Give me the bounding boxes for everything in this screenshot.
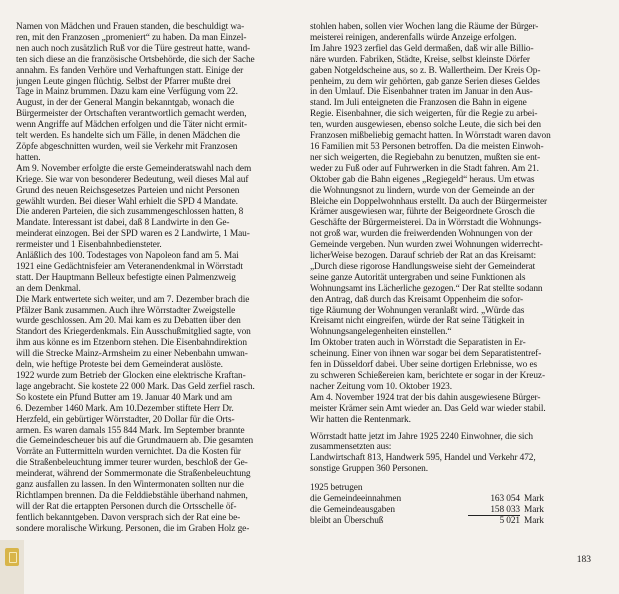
budget-row [310,494,600,505]
text-line: ten sich diese an die französische Ortsbehörde, die sich der Sache [16,54,255,65]
text-line: Wohnungsangelegenheiten einstellen.“ [310,327,452,338]
text-line: ner sich weigerten, die Regiebahn zu benutzen, mußten sie ent- [310,152,541,163]
text-line: meister Krämer sein Amt wieder an. Das Geld war wieder stabil. [310,403,546,414]
library-logo-icon [5,548,19,566]
text-line: wurde geschlossen. Am 20. Mai kam es zu Debatten über den [16,316,241,327]
text-line: an dem Denkmal. [16,283,81,294]
text-line: Wörrstadt hatte jetzt im Jahre 1925 2240 Einwohner, die sich [310,431,534,442]
right-column-paragraphs [310,22,600,426]
text-line: den Antrag, daß durch das Kreisamt Oppenheim die sofor- [310,294,524,305]
text-line: Herzfeld, ein gebürtiger Wörrstadter, 20 Dollar für die Orts- [16,414,235,425]
text-line: seine ganze Autorität untergraben und seine Funktionen als [310,272,526,283]
text-line: Kreisamt nicht eingreifen, würde der Rat seine Tätigkeit in [310,316,525,327]
text-line: Die Mark entwertete sich weiter, und am 7. Dezember brach die [16,294,250,305]
text-line: lage angebracht. Sie kostete 22 000 Mark. Das Geld zerfiel rasch. [16,381,255,392]
page-number: 183 [576,555,591,565]
text-line: ren, mit den Franzosen „promeniert“ zu haben. Da man Einzel- [16,32,247,43]
text-line: Im Oktober traten auch in Wörrstadt die Separatisten in Er- [310,338,526,349]
budget-unit: Mark [524,494,544,505]
text-line: tige Räumung der Wohnungen veranlaßt wird. „Würde das [310,305,525,316]
text-line: licherWeise bezogen. Darauf schrieb der Rat an das Kreisamt: [310,251,536,262]
text-line: Gemeinde vergeben. Nun wurden zwei Wohnungen widerrecht- [310,240,543,251]
text-line: meinderat einzogen. Bei der SPD waren es 2 Landwirte, 1 Mau- [16,229,250,240]
text-line: stand. Im Juli enteigneten die Franzosen die Bahn in eigene [310,98,527,109]
text-line: wenn Angriffe auf Mädchen erfolgen und die Täter nicht ermit- [16,120,247,131]
text-line: die Wohnungsnot zu lindern, wurde von der Gemeinde an der [310,185,535,196]
text-line: Franzosen mißbeliebig gemacht hatten. In Wörrstadt waren davon [310,131,551,142]
text-line: Krämer ausgewiesen war, führte der Beigeordnete Grosch die [310,207,535,218]
text-line: ten, wurden ausgewiesen, ebenso solche Leute, die sich bei den [310,120,541,131]
text-line: näre wurden. Fabriken, Städte, Kreise, selbst kleinste Dörfer [310,54,530,65]
text-line: jungen Leute gingen flüchtig. Selbst der Pfarrer mußte drei [16,76,231,87]
text-line: Die anderen Parteien, die sich zusammengeschlossen hatten, 8 [16,207,244,218]
budget-value: 158 033 [468,505,520,516]
text-line: Oktober gab die Bahn eigenes „Regiegeld“ heraus. Um etwas [310,174,535,185]
text-line: Vorräte an Futtermitteln wurden vernichtet. Da die Kosten für [16,447,241,458]
text-line: Bürgermeister der Ortschaften verantwortlich gemacht werden, [16,109,247,120]
budget-label: bleibt an Überschuß [310,516,384,527]
text-line: nacher Zeitung vom 10. Oktober 1923. [310,381,452,392]
budget-row [310,505,600,516]
text-line: zusammensetzten aus: [310,442,392,453]
text-line: ganz ausfallen zu lassen. In den Wintermonaten sollten nur die [16,480,244,491]
text-line: Pfälzer Bank zusammen. Auch ihre Wörrstadter Zweigstelle [16,305,236,316]
text-line: Im Jahre 1923 zerfiel das Geld dermaßen, daß wir alle Billio- [310,43,534,54]
text-line: Standort des Kriegerdenkmals. Ein Ausschußmitglied sagte, von [16,327,251,338]
text-line: Grund des neuen Reichsgesetzes Parteien und nicht Personen [16,185,240,196]
text-line: gaben Notgeldscheine aus, so z. B. Wallertheim. Der Kreis Op- [310,65,541,76]
text-line: Tage in Mainz brummen. Dazu kam eine Verfügung vom 22. [16,87,238,98]
text-line: „Durch diese rigorose Handlungsweise sieht der Gemeinderat [310,261,536,272]
text-line: will der Rat die ertappten Personen durch die Ortsschelle öf- [16,501,237,512]
text-line: meisterei reinigen, anderenfalls würde Anzeige erfolgen. [310,32,517,43]
text-line: rermeister und 1 Eisenbahnbediensteter. [16,240,162,251]
budget-value: 5 021 [499,516,520,527]
text-line: deln, wie heftige Proteste bei dem Gemeinderat auslöste. [16,360,223,371]
text-line: Am 9. November erfolgte die erste Gemeinderatswahl nach dem [16,163,252,174]
text-line: hatten. [16,152,41,163]
budget-unit: Mark [524,516,544,527]
text-line: die Straßenbeleuchtung immer teurer wurden, beschloß der Ge- [16,458,248,469]
text-line: sondere moralische Wirkung. Personen, die im Graben Holz ge- [16,523,250,534]
budget-label: die Gemeindeeinnahmen [310,494,402,505]
budget-value: 163 054 [490,494,520,505]
text-line: armen. Es waren damals 155 844 Mark. Im September brannte [16,425,245,436]
text-line: 16 Familien mit 53 Personen betroffen. Da die meisten Einwoh- [310,141,544,152]
left-text-column [16,22,299,535]
text-line: weder zu Fuß oder auf Fuhrwerken in die Stadt fahren. Am 21. [310,163,539,174]
text-line: Zöpfe abgeschnitten wurden, weil sie Verkehr mit Franzosen [16,141,238,152]
text-line: Geschäfte der Bürgermeisterei. Da in Wörrstadt die Wohnungs- [310,218,542,229]
budget-heading: 1925 betrugen [310,483,363,494]
text-line: fentlich bekanntgeben. Davon versprach sich der Rat eine be- [16,512,241,523]
text-line: not groß war, wurden die freiwerdenden Wohnungen von der [310,229,533,240]
text-line: 1921 eine Gedächtnisfeier am Veteranendenkmal in Wörrstadt [16,261,243,272]
text-line: Mandate. Interessant ist dabei, daß 8 Landwirte in den Ge- [16,218,230,229]
text-line: 1922 wurde zum Betrieb der Glocken eine elektrische Kraftan- [16,371,246,381]
text-line: 6. Dezember 1460 Mark. Am 10.Dezember stiftete Herr Dr. [16,403,234,414]
text-line: annahm. Es fanden Verhöre und Verhaftungen statt. Einige der [16,65,244,76]
budget-unit: Mark [524,505,544,516]
text-line: telt werden. Es handelte sich um Fälle, in denen Mädchen die [16,131,240,142]
text-line: Am 4. November 1924 trat der bis dahin ausgewiesene Bürger- [310,392,541,403]
budget-row [310,516,600,527]
text-line: So kostete ein Pfund Butter am 19. Januar 40 Mark und am [16,392,233,403]
text-line: Anläßlich des 100. Todestages von Napoleon fand am 5. Mai [16,251,239,262]
text-line: Landwirtschaft 813, Handwerk 595, Handel und Verkehr 472, [310,453,536,464]
text-line: scheinung. Einer von ihnen war sogar bei dem Separatistentref- [310,349,542,360]
budget-table [310,483,600,527]
text-line: will die Strecke Mainz-Armsheim zu einer Nebenbahn umwan- [16,349,248,360]
right-text-column [310,22,600,527]
text-line: Namen von Mädchen und Frauen standen, die beschuldigt wa- [16,22,245,32]
text-line: in den Umlauf. Die Eisenbahner traten im Januar in den Aus- [310,87,533,98]
text-line: Regie. Eisenbahner, die sich weigerten, für die Regie zu arbei- [310,109,538,120]
text-line: Bleiche ein Doppelwohnhaus erstellt. Da auch der Bürgermeister [310,196,548,207]
text-line: Richtlampen brennen. Da die Felddiebstähle überhand nahmen, [16,490,248,501]
text-line: sonstige Gruppen 360 Personen. [310,464,428,475]
text-line: nen auch noch zusätzlich Ruß vor die Türe gestreut hatte, wand- [16,43,251,54]
text-line: meinderat, während der Sommermonate die Straßenbeleuchtung [16,469,251,480]
text-line: gewählt wurden. Bei dieser Wahl erhielt die SPD 4 Mandate. [16,196,238,207]
text-line: Wir hatten die Rentenmark. [310,414,411,425]
text-line: stohlen haben, sollen vier Wochen lang die Räume der Bürger- [310,22,539,32]
text-line: zu schweren Schießereien kam, berichtete er sogar in der Kreuz- [310,371,545,381]
text-line: August, in der der General Mangin bekanntgab, wonach die [16,98,235,109]
text-line: die Gemeindescheuer bis auf die Grundmauern ab. Die gesamten [16,436,254,447]
budget-label: die Gemeindeausgaben [310,505,395,516]
text-line: Wohnungsamt ins Lächerliche gezogen.“ Der Rat stellte sodann [310,283,543,294]
text-line: penheim, zu dem wir gehörten, gab ganze Serien dieses Geldes [310,76,540,87]
text-line: Kriege. Sie war von besonderer Bedeutung, weil dieses Mal auf [16,174,249,185]
text-line: fen in Düsseldorf dabei. Über seine dortigen Erlebnisse, wo es [310,360,538,371]
text-line: ihm aus könne es im Etzenborn stehen. Die Eisenbahndirektion [16,338,247,349]
population-paragraph [310,432,600,476]
text-line: statt. Der Hauptmann Belleux befestigte einen Palmenzweig [16,272,236,283]
